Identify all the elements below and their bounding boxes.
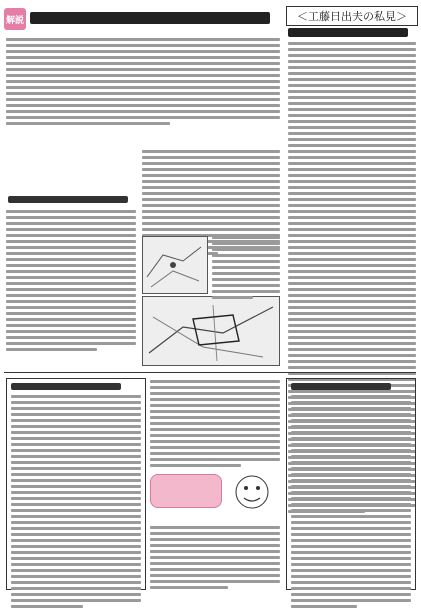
pencil-figure-icon xyxy=(230,470,274,514)
lower-left-box xyxy=(6,378,146,590)
lead-paragraph xyxy=(6,38,280,128)
lower-middle-text-2 xyxy=(150,526,280,592)
lower-middle-text xyxy=(150,380,280,470)
section-heading xyxy=(8,196,128,203)
section-divider xyxy=(4,372,416,373)
map-figure-icon xyxy=(143,297,279,365)
pencil-badge xyxy=(150,474,222,508)
sidebar-title xyxy=(288,28,414,38)
article-headline xyxy=(30,6,280,30)
sidebar-header: ＜工藤日出夫の私見＞ xyxy=(286,6,418,26)
map-figure-small xyxy=(142,236,208,294)
pencil-figure-area xyxy=(150,470,280,522)
map-figure-large xyxy=(142,296,280,366)
headline-text-placeholder xyxy=(30,12,270,24)
article-body-left xyxy=(6,210,136,354)
lower-right-box-title xyxy=(291,383,391,390)
map-figure-icon xyxy=(143,237,207,293)
lower-right-box xyxy=(286,378,416,590)
kaisetsu-badge-icon xyxy=(4,8,26,30)
map-caption-text xyxy=(212,236,280,302)
sidebar-title-placeholder xyxy=(288,28,408,37)
kaisetsu-badge-label: 解説 xyxy=(5,15,24,26)
lower-left-box-title xyxy=(11,383,121,390)
